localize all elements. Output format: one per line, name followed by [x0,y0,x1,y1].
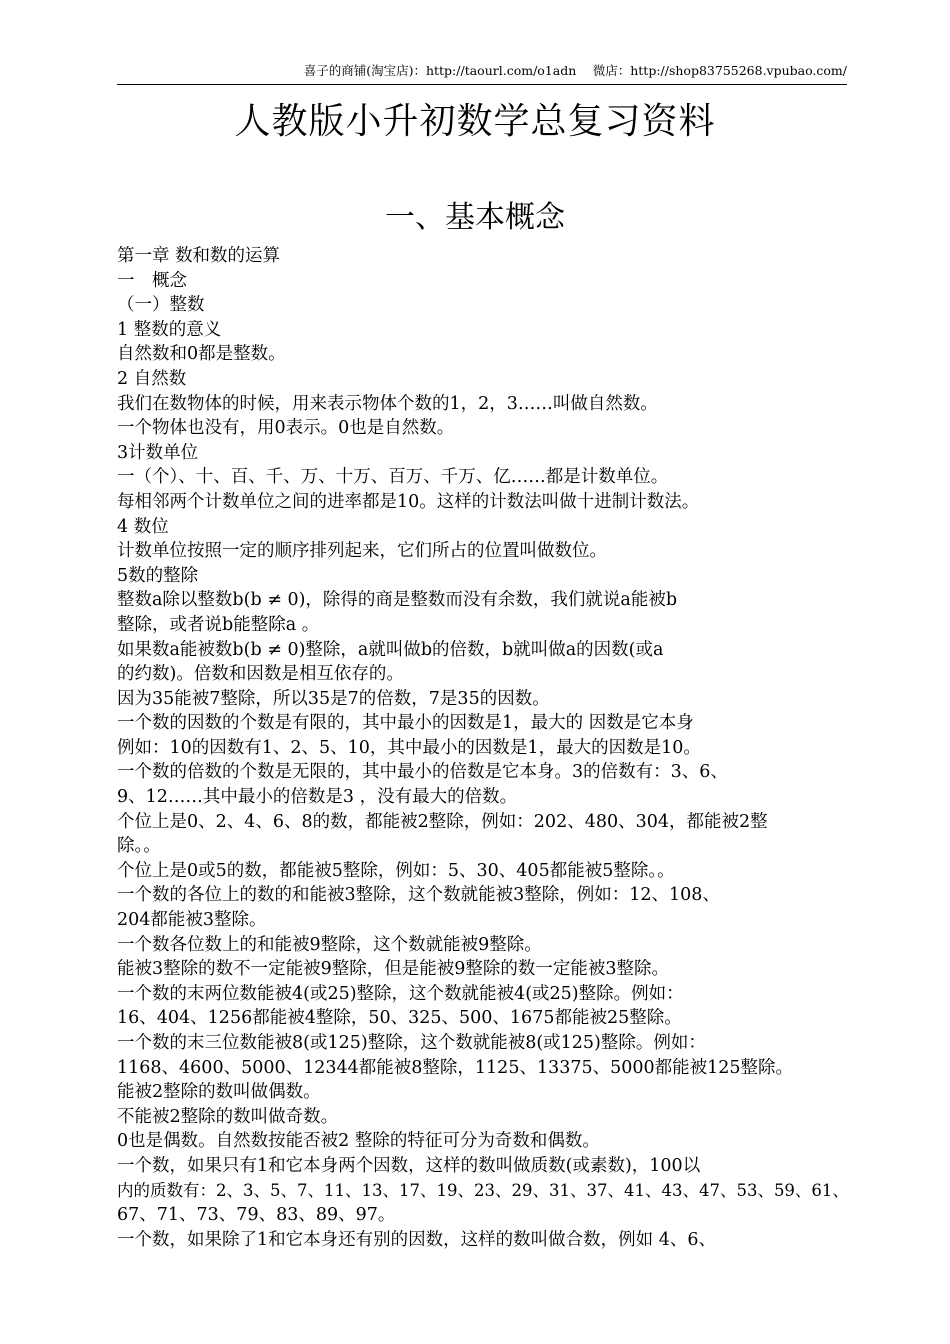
text-line: 一 概念 [117,270,187,291]
text-line: 整除，或者说b能整除a 。 [117,614,320,635]
section-title: 一、基本概念 [385,200,565,235]
text-line: 一个数的末三位数能被8(或125)整除，这个数就能被8(或125)整除。例如： [117,1033,706,1053]
text-line: 能被3整除的数不一定能被9整除，但是能被9整除的数一定能被3整除。 [117,959,670,980]
text-line: 因为35能被7整除，所以35是7的倍数，7是35的因数。 [117,688,550,709]
text-line: 一个数的因数的个数是有限的，其中最小的因数是1，最大的 因数是它本身 [117,713,694,734]
text-line: 一个物体也没有，用0表示。0也是自然数。 [117,418,455,439]
text-line: 3计数单位 [117,442,199,463]
text-line: 例如：10的因数有1、2、5、10，其中最小的因数是1，最大的因数是10。 [117,737,701,758]
text-line: 一个数各位数上的和能被9整除，这个数就能被9整除。 [117,934,542,955]
text-line: 204都能被3整除。 [117,910,267,931]
text-line: 个位上是0、2、4、6、8的数，都能被2整除，例如：202、480、304，都能被2整 [117,811,768,832]
text-line: 4 数位 [117,516,169,537]
text-line: 我们在数物体的时候，用来表示物体个数的1，2，3……叫做自然数。 [117,393,658,414]
text-line: 能被2整除的数叫做偶数。 [117,1082,321,1103]
text-line: 1168、4600、5000、12344都能被8整除，1125、13375、5000都能被125整除。 [117,1057,794,1078]
text-line: 5数的整除 [117,565,199,586]
document-body [117,244,852,1252]
text-line: 个位上是0或5的数，都能被5整除，例如：5、30、405都能被5整除。。 [117,860,675,881]
text-line: 一个数的末两位数能被4(或25)整除，这个数就能被4(或25)整除。例如： [117,983,684,1004]
page-header: 喜子的商铺(淘宝店)：http://taourl.com/o1adn 微店：http://shop83755268.vpubao.com/ [117,62,847,85]
text-line: 一个数，如果除了1和它本身还有别的因数，这样的数叫做合数，例如 4、6、 [117,1229,716,1250]
text-line: 不能被2整除的数叫做奇数。 [117,1106,339,1127]
text-line: 除。。 [117,836,161,857]
text-line: 一个数的各位上的数的和能被3整除，这个数就能被3整除，例如：12、108、 [117,885,720,906]
text-line: 计数单位按照一定的顺序排列起来，它们所占的位置叫做数位。 [117,541,607,562]
text-line: 1 整数的意义 [117,319,222,340]
text-line: 每相邻两个计数单位之间的进率都是10。这样的计数法叫做十进制计数法。 [117,491,700,512]
text-line: 如果数a能被数b(b ≠ 0)整除，a就叫做b的倍数，b就叫做a的因数(或a [117,639,664,660]
text-line: 一个数的倍数的个数是无限的，其中最小的倍数是它本身。3的倍数有：3、6、 [117,762,728,783]
text-line: 自然数和0都是整数。 [117,344,286,365]
document-title: 人教版小升初数学总复习资料 [234,101,716,142]
text-line: 67、71、73、79、83、89、97。 [117,1205,396,1226]
text-line: 一（个）、十、百、千、万、十万、百万、千万、亿……都是计数单位。 [117,467,669,488]
text-line: 0也是偶数。自然数按能否被2 整除的特征可分为奇数和偶数。 [117,1131,600,1152]
text-line: 一个数，如果只有1和它本身两个因数，这样的数叫做质数(或素数)，100以 [117,1155,701,1176]
text-line: 9、12……其中最小的倍数是3 ，没有最大的倍数。 [117,787,518,808]
text-line: 整数a除以整数b(b ≠ 0)，除得的商是整数而没有余数，我们就说a能被b [117,590,678,611]
text-line: （一）整数 [117,295,205,316]
text-line: 第一章 数和数的运算 [117,246,281,266]
text-line: 16、404、1256都能被4整除，50、325、500、1675都能被25整除。 [117,1008,682,1029]
text-line: 2 自然数 [117,368,187,389]
text-line: 内的质数有：2、3、5、7、11、13、17、19、23、29、31、37、41、43、47、53、59、61、 [117,1180,849,1200]
text-line: 的约数)。倍数和因数是相互依存的。 [117,664,404,685]
